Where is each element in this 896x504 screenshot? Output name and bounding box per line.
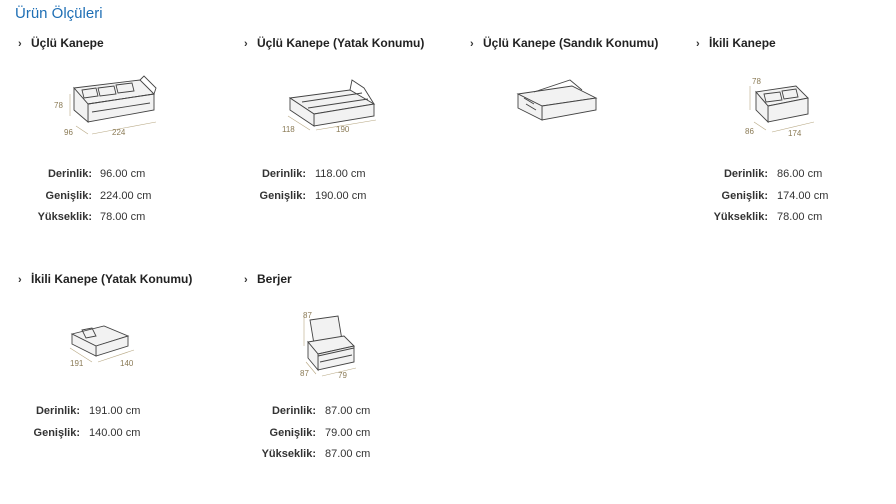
height-label: 87 (303, 311, 312, 320)
dimension-row: Derinlik: 191.00 cm (35, 405, 141, 417)
depth-label: 118 (282, 125, 295, 134)
width-label: 140 (120, 359, 134, 368)
height-label: 78 (54, 101, 63, 110)
depth-label: 191 (70, 359, 84, 368)
dimension-row: Derinlik: 86.00 cm (723, 168, 823, 180)
product-uclu-kanepe-sandik (470, 36, 680, 50)
product-image-uclu-kanepe (52, 66, 162, 138)
depth-label: 96 (64, 128, 73, 137)
width-label: 190 (336, 125, 350, 134)
product-title[interactable]: › Berjer (244, 272, 292, 286)
width-label: 79 (338, 371, 347, 380)
chevron-right-icon: › (696, 38, 700, 50)
dimension-row: Genişlik: 140.00 cm (33, 426, 141, 439)
product-berjer (244, 272, 454, 286)
product-uclu-kanepe-yatak (244, 36, 454, 50)
width-label: 174 (788, 129, 802, 138)
dimensions-berjer (248, 405, 371, 470)
product-image-berjer (298, 310, 362, 382)
dimension-row: Yükseklik: 87.00 cm (261, 448, 371, 460)
height-label: 78 (752, 77, 761, 86)
chevron-right-icon: › (244, 38, 248, 50)
dimension-row: Genişlik: 224.00 cm (45, 189, 152, 202)
dimensions-ikili-kanepe-yatak (18, 405, 141, 448)
product-title[interactable]: › İkili Kanepe (696, 36, 776, 50)
dimension-row: Genişlik: 79.00 cm (269, 426, 371, 439)
dimension-row: Yükseklik: 78.00 cm (713, 211, 823, 223)
dimension-row: Derinlik: 87.00 cm (271, 405, 371, 417)
product-image-uclu-kanepe-sandik (512, 76, 602, 126)
product-title[interactable]: › Üçlü Kanepe (Yatak Konumu) (244, 36, 425, 50)
chevron-right-icon: › (18, 38, 22, 50)
dimension-row: Derinlik: 96.00 cm (47, 168, 146, 180)
dimension-row: Yükseklik: 78.00 cm (37, 211, 146, 223)
page-title: Ürün Ölçüleri (15, 5, 103, 22)
dimensions-ikili-kanepe (700, 168, 829, 233)
product-title[interactable]: › Üçlü Kanepe (Sandık Konumu) (470, 36, 659, 50)
product-ikili-kanepe-yatak (18, 272, 228, 286)
product-title[interactable]: › İkili Kanepe (Yatak Konumu) (18, 272, 193, 286)
chevron-right-icon: › (244, 274, 248, 286)
depth-label: 86 (745, 127, 754, 136)
product-uclu-kanepe (18, 36, 228, 50)
product-ikili-kanepe (696, 36, 896, 50)
dimension-row: Genişlik: 174.00 cm (721, 189, 829, 202)
dimension-row: Genişlik: 190.00 cm (259, 189, 367, 202)
dimensions-uclu-kanepe (22, 168, 152, 233)
chevron-right-icon: › (18, 274, 22, 286)
dimension-row: Derinlik: 118.00 cm (261, 168, 366, 180)
product-title[interactable]: › Üçlü Kanepe (18, 36, 104, 50)
product-image-uclu-kanepe-yatak (280, 74, 390, 140)
width-label: 224 (112, 128, 126, 137)
product-image-ikili-kanepe (742, 76, 822, 142)
product-image-ikili-kanepe-yatak (66, 320, 146, 372)
depth-label: 87 (300, 369, 309, 378)
dimensions-uclu-kanepe-yatak (244, 168, 367, 211)
chevron-right-icon: › (470, 38, 474, 50)
